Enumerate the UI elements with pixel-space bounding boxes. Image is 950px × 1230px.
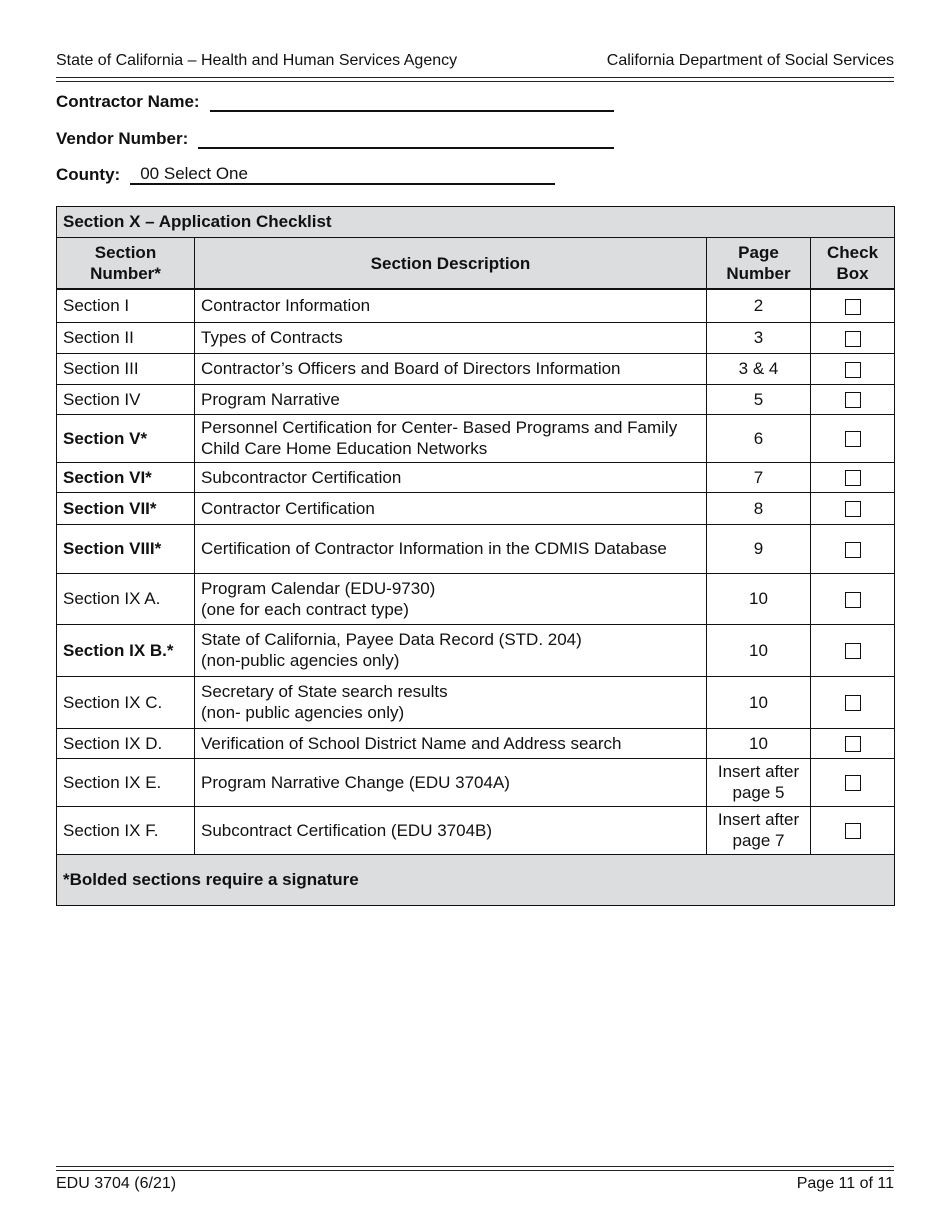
header-divider-secondary bbox=[56, 81, 894, 82]
table-row bbox=[57, 322, 895, 353]
section-number: Section IX D. bbox=[57, 728, 195, 758]
page-number: 8 bbox=[707, 492, 811, 524]
footer-divider-secondary bbox=[56, 1170, 894, 1171]
county-select[interactable]: 00 Select One bbox=[130, 165, 555, 185]
page-header bbox=[56, 52, 894, 70]
county-label: County: bbox=[56, 165, 121, 184]
column-header-description: Section Description bbox=[195, 238, 707, 290]
section-description: Contractor Certification bbox=[195, 492, 707, 524]
vendor-number-field[interactable] bbox=[198, 129, 614, 149]
page-number-label: Page 11 of 11 bbox=[796, 1175, 894, 1192]
table-row bbox=[57, 728, 895, 758]
section-number: Section VI* bbox=[57, 462, 195, 492]
section-number: Section IX A. bbox=[57, 573, 195, 624]
section-number: Section VII* bbox=[57, 492, 195, 524]
table-row bbox=[57, 524, 895, 573]
department-name: California Department of Social Services bbox=[606, 52, 894, 69]
header-divider bbox=[56, 77, 894, 78]
description-line: Program Calendar (EDU-9730) bbox=[201, 578, 436, 598]
contractor-name-label: Contractor Name: bbox=[56, 92, 200, 111]
section-number: Section VIII* bbox=[57, 524, 195, 573]
section-description bbox=[195, 573, 707, 624]
description-line: State of California, Payee Data Record (STD. 204) bbox=[201, 630, 582, 649]
checkbox[interactable] bbox=[845, 392, 861, 408]
page-number: 3 bbox=[707, 322, 811, 353]
section-description bbox=[195, 676, 707, 728]
section-number: Section IX E. bbox=[57, 758, 195, 806]
county-row bbox=[56, 165, 555, 185]
contractor-name-row bbox=[56, 92, 614, 112]
table-row bbox=[57, 462, 895, 492]
section-number: Section III bbox=[57, 353, 195, 384]
table-row bbox=[57, 573, 895, 624]
vendor-number-row bbox=[56, 129, 614, 149]
description-note: (non-public agencies only) bbox=[201, 651, 400, 670]
section-description: Subcontract Certification (EDU 3704B) bbox=[195, 806, 707, 854]
form-id: EDU 3704 (6/21) bbox=[56, 1175, 177, 1192]
agency-name: State of California – Health and Human Services Agency bbox=[56, 52, 458, 69]
table-row bbox=[57, 624, 895, 676]
application-checklist-table bbox=[56, 206, 895, 906]
section-number: Section I bbox=[57, 289, 195, 322]
checkbox[interactable] bbox=[845, 299, 861, 315]
section-number: Section IX C. bbox=[57, 676, 195, 728]
section-number: Section IV bbox=[57, 384, 195, 414]
section-description: Personnel Certification for Center- Based Programs and Family Child Care Home Education Networks bbox=[195, 414, 707, 462]
vendor-number-label: Vendor Number: bbox=[56, 129, 189, 148]
checkbox[interactable] bbox=[845, 775, 861, 791]
section-number: Section IX F. bbox=[57, 806, 195, 854]
checkbox[interactable] bbox=[845, 695, 861, 711]
table-row bbox=[57, 289, 895, 322]
section-description: Types of Contracts bbox=[195, 322, 707, 353]
page-number: 7 bbox=[707, 462, 811, 492]
page-number: 9 bbox=[707, 524, 811, 573]
table-row bbox=[57, 676, 895, 728]
page-number: 10 bbox=[707, 573, 811, 624]
table-row bbox=[57, 353, 895, 384]
checkbox[interactable] bbox=[845, 501, 861, 517]
section-number: Section V* bbox=[57, 414, 195, 462]
checkbox[interactable] bbox=[845, 362, 861, 378]
column-header-section: Section Number* bbox=[57, 238, 195, 290]
section-description bbox=[195, 624, 707, 676]
page-footer bbox=[56, 1175, 894, 1193]
contractor-name-field[interactable] bbox=[210, 92, 614, 112]
section-description: Contractor Information bbox=[195, 289, 707, 322]
table-row bbox=[57, 806, 895, 854]
description-line: Secretary of State search results bbox=[201, 682, 448, 701]
page-number: 6 bbox=[707, 414, 811, 462]
section-description: Program Narrative bbox=[195, 384, 707, 414]
section-number: Section II bbox=[57, 322, 195, 353]
description-note: (non- public agencies only) bbox=[201, 703, 405, 722]
page-number: 2 bbox=[707, 289, 811, 322]
page-number: 10 bbox=[707, 728, 811, 758]
section-description: Verification of School District Name and Address search bbox=[195, 728, 707, 758]
description-note: (one for each contract type) bbox=[201, 599, 409, 619]
column-header-page: Page Number bbox=[707, 238, 811, 290]
checkbox[interactable] bbox=[845, 643, 861, 659]
checkbox[interactable] bbox=[845, 592, 861, 608]
page-number: Insert after page 5 bbox=[707, 758, 811, 806]
table-row bbox=[57, 414, 895, 462]
page-number: 5 bbox=[707, 384, 811, 414]
signature-footnote: *Bolded sections require a signature bbox=[57, 854, 895, 905]
table-row bbox=[57, 758, 895, 806]
section-description: Program Narrative Change (EDU 3704A) bbox=[195, 758, 707, 806]
section-description: Certification of Contractor Information in the CDMIS Database bbox=[195, 524, 707, 573]
checkbox[interactable] bbox=[845, 823, 861, 839]
table-row bbox=[57, 492, 895, 524]
section-description: Subcontractor Certification bbox=[195, 462, 707, 492]
page-number: 3 & 4 bbox=[707, 353, 811, 384]
checkbox[interactable] bbox=[845, 331, 861, 347]
section-description: Contractor’s Officers and Board of Directors Information bbox=[195, 353, 707, 384]
column-header-check: Check Box bbox=[811, 238, 895, 290]
checkbox[interactable] bbox=[845, 470, 861, 486]
checkbox[interactable] bbox=[845, 736, 861, 752]
checkbox[interactable] bbox=[845, 542, 861, 558]
table-row bbox=[57, 384, 895, 414]
table-title: Section X – Application Checklist bbox=[57, 207, 895, 238]
section-number: Section IX B.* bbox=[57, 624, 195, 676]
page-number: 10 bbox=[707, 624, 811, 676]
footer-divider bbox=[56, 1166, 894, 1167]
page-number: 10 bbox=[707, 676, 811, 728]
checkbox[interactable] bbox=[845, 431, 861, 447]
page-number: Insert after page 7 bbox=[707, 806, 811, 854]
